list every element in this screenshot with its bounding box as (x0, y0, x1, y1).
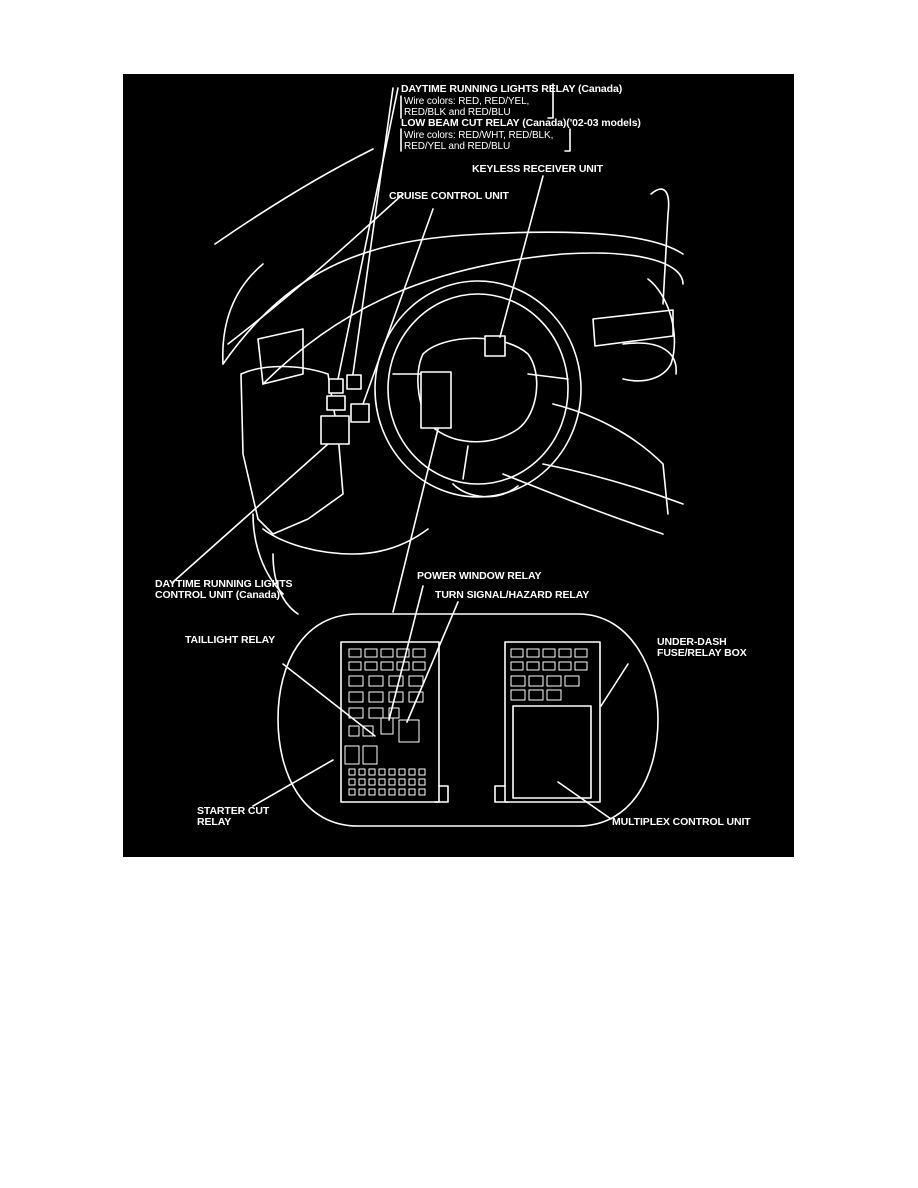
keyless-receiver-box (485, 336, 505, 356)
fuse-box-left (341, 642, 439, 802)
label-drl-control-1: DAYTIME RUNNING LIGHTS (155, 578, 293, 590)
steering-wheel-outer (375, 281, 581, 497)
floor-line (503, 474, 663, 534)
label-drl-relay: DAYTIME RUNNING LIGHTS RELAY (Canada) (401, 83, 623, 95)
label-turn-signal-relay: TURN SIGNAL/HAZARD RELAY (435, 589, 590, 601)
label-low-beam-wire-1: Wire colors: RED/WHT, RED/BLK, (404, 130, 554, 141)
label-power-window-relay: POWER WINDOW RELAY (417, 570, 542, 582)
multiplex-control-unit-box (513, 706, 591, 798)
inset-frame (278, 614, 658, 826)
label-multiplex-control: MULTIPLEX CONTROL UNIT (612, 816, 751, 828)
label-under-dash-2: FUSE/RELAY BOX (657, 647, 747, 659)
label-low-beam-relay: LOW BEAM CUT RELAY (Canada)('02-03 models) (401, 117, 641, 129)
windshield-line (215, 149, 373, 244)
right-dash (623, 279, 674, 381)
label-drl-relay-wire-2: RED/BLK and RED/BLU (404, 107, 511, 118)
low-beam-relay-box (347, 375, 361, 389)
drl-control-unit-box (321, 416, 349, 444)
a-pillar (223, 264, 263, 364)
vent (593, 310, 673, 346)
left-panel-inner (258, 329, 303, 384)
steering-column (453, 484, 518, 497)
label-starter-cut-2: RELAY (197, 816, 232, 828)
label-keyless-receiver: KEYLESS RECEIVER UNIT (472, 163, 603, 175)
leader-line (601, 664, 628, 706)
relay-box-b (351, 404, 369, 422)
label-taillight-relay: TAILLIGHT RELAY (185, 634, 276, 646)
label-drl-relay-wire-1: Wire colors: RED, RED/YEL, (404, 96, 530, 107)
leader-line (253, 760, 333, 806)
steering-wheel-inner (388, 294, 568, 484)
dash-line (263, 253, 683, 384)
label-cruise-control: CRUISE CONTROL UNIT (389, 190, 509, 202)
leader-line (353, 88, 393, 374)
leader-line (173, 444, 328, 582)
lower-dash (263, 529, 428, 554)
drl-relay-box (329, 379, 343, 393)
console (553, 404, 668, 514)
label-low-beam-wire-2: RED/YEL and RED/BLU (404, 141, 511, 152)
diagram-figure (123, 74, 794, 857)
right-pillar (651, 189, 669, 304)
relay-box-a (327, 396, 345, 410)
steering-spoke (463, 446, 468, 479)
windshield-line (228, 194, 403, 344)
label-under-dash-1: UNDER-DASH (657, 636, 727, 648)
label-drl-control-2: CONTROL UNIT (Canada) (155, 589, 280, 601)
cruise-control-unit-box (421, 372, 451, 428)
bracket (565, 129, 570, 151)
steering-spoke (528, 374, 568, 379)
label-starter-cut-1: STARTER CUT (197, 805, 270, 817)
